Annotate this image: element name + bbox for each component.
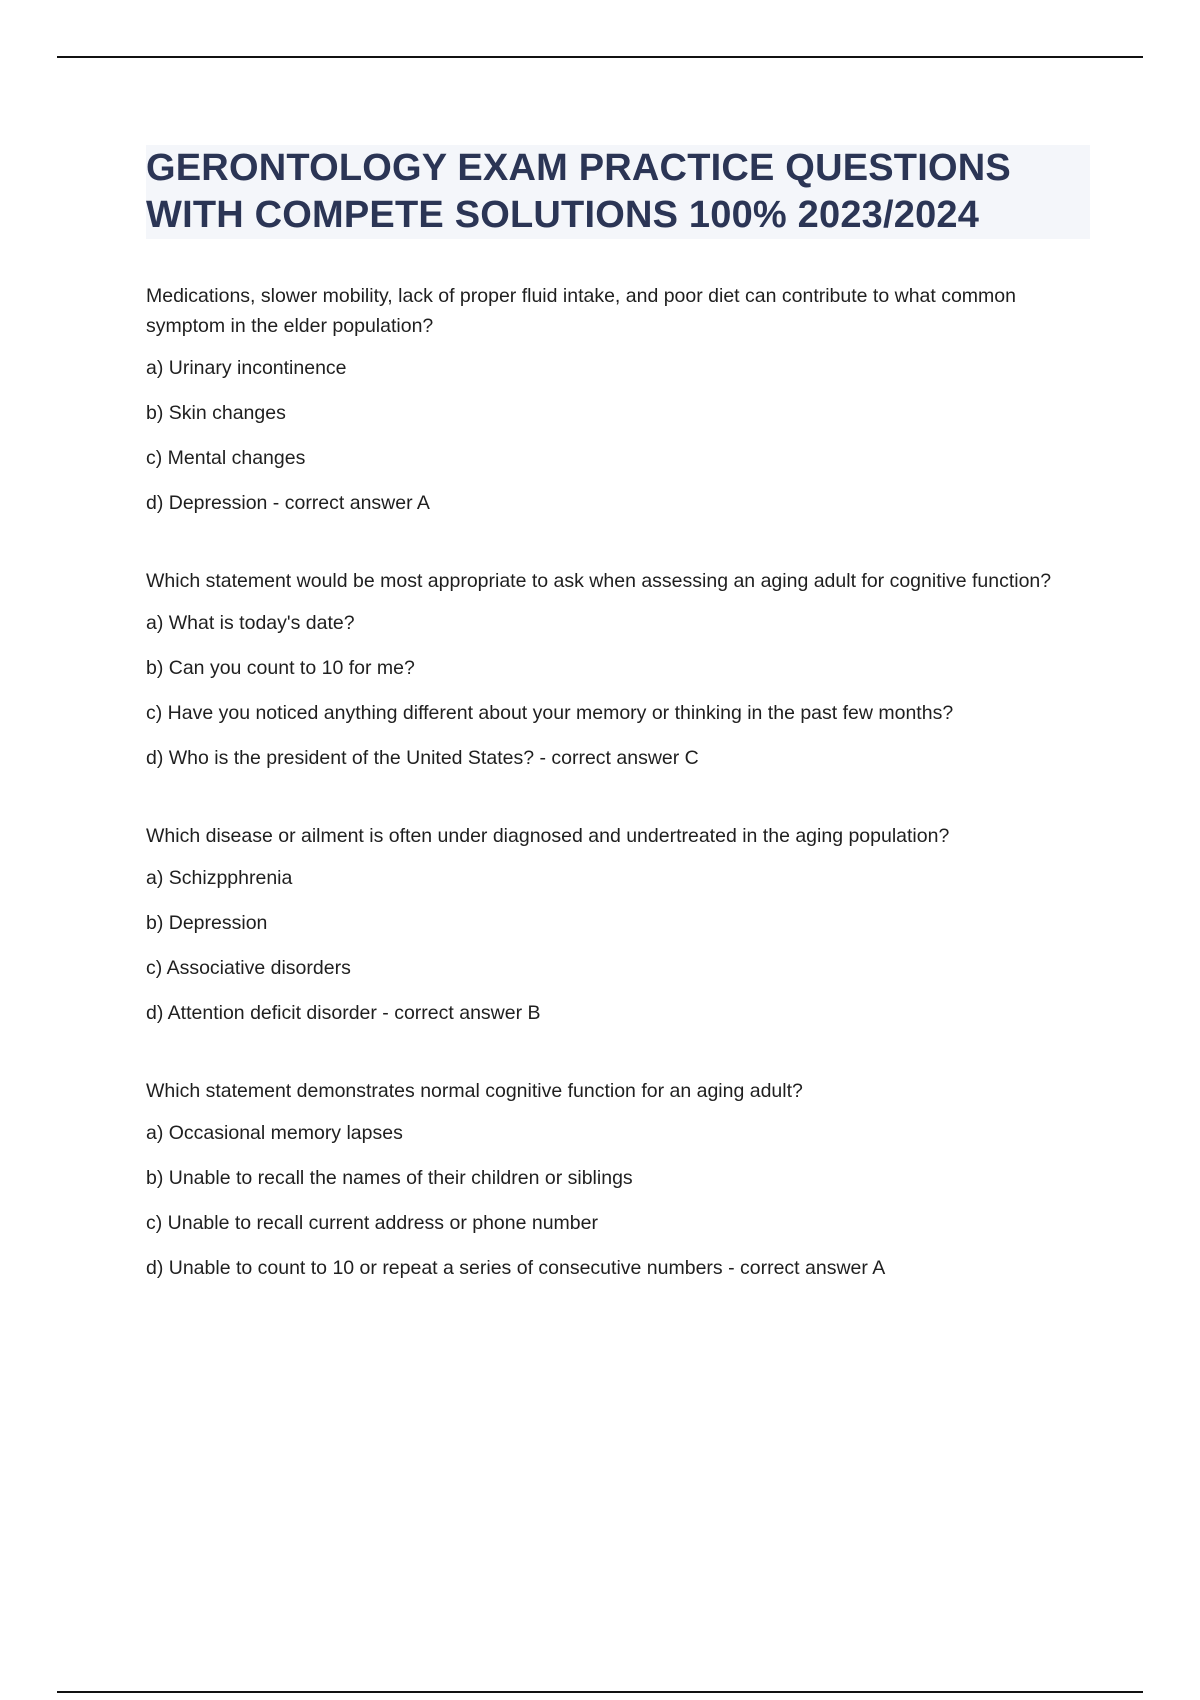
question-text: Which statement demonstrates normal cognitive function for an aging adult? [146, 1080, 803, 1102]
option-a: a) Schizpphrenia [146, 867, 293, 889]
option-a: a) What is today's date? [146, 612, 355, 634]
question-text: Which disease or ailment is often under diagnosed and undertreated in the aging population? [146, 825, 950, 847]
question-text: Medications, slower mobility, lack of proper fluid intake, and poor diet can contribute to what common symptom in the elder population? [146, 285, 1016, 337]
option-b: b) Skin changes [146, 402, 286, 424]
option-b: b) Can you count to 10 for me? [146, 657, 415, 679]
option-c: c) Mental changes [146, 447, 306, 469]
option-d: d) Depression - correct answer A [146, 492, 430, 514]
question-block-1 [146, 281, 1086, 518]
document-title [146, 145, 1090, 239]
title-line-1: GERONTOLOGY EXAM PRACTICE QUESTIONS [146, 147, 1011, 189]
title-line-2: WITH COMPETE SOLUTIONS 100% 2023/2024 [146, 194, 980, 236]
question-block-2 [146, 566, 1086, 773]
option-b: b) Unable to recall the names of their children or siblings [146, 1167, 633, 1189]
option-d: d) Attention deficit disorder - correct answer B [146, 1002, 541, 1024]
question-list [146, 281, 1086, 1331]
option-a: a) Occasional memory lapses [146, 1122, 403, 1144]
question-text: Which statement would be most appropriate to ask when assessing an aging adult for cognitive function? [146, 570, 1052, 592]
bottom-divider [57, 1691, 1143, 1693]
option-c: c) Associative disorders [146, 957, 351, 979]
question-block-4 [146, 1076, 1086, 1283]
option-b: b) Depression [146, 912, 268, 934]
option-a: a) Urinary incontinence [146, 357, 347, 379]
top-divider [57, 56, 1143, 58]
question-block-3 [146, 821, 1086, 1028]
option-c: c) Have you noticed anything different about your memory or thinking in the past few months? [146, 702, 954, 724]
option-d: d) Unable to count to 10 or repeat a series of consecutive numbers - correct answer A [146, 1257, 886, 1279]
option-d: d) Who is the president of the United States? - correct answer C [146, 747, 699, 769]
option-c: c) Unable to recall current address or phone number [146, 1212, 598, 1234]
